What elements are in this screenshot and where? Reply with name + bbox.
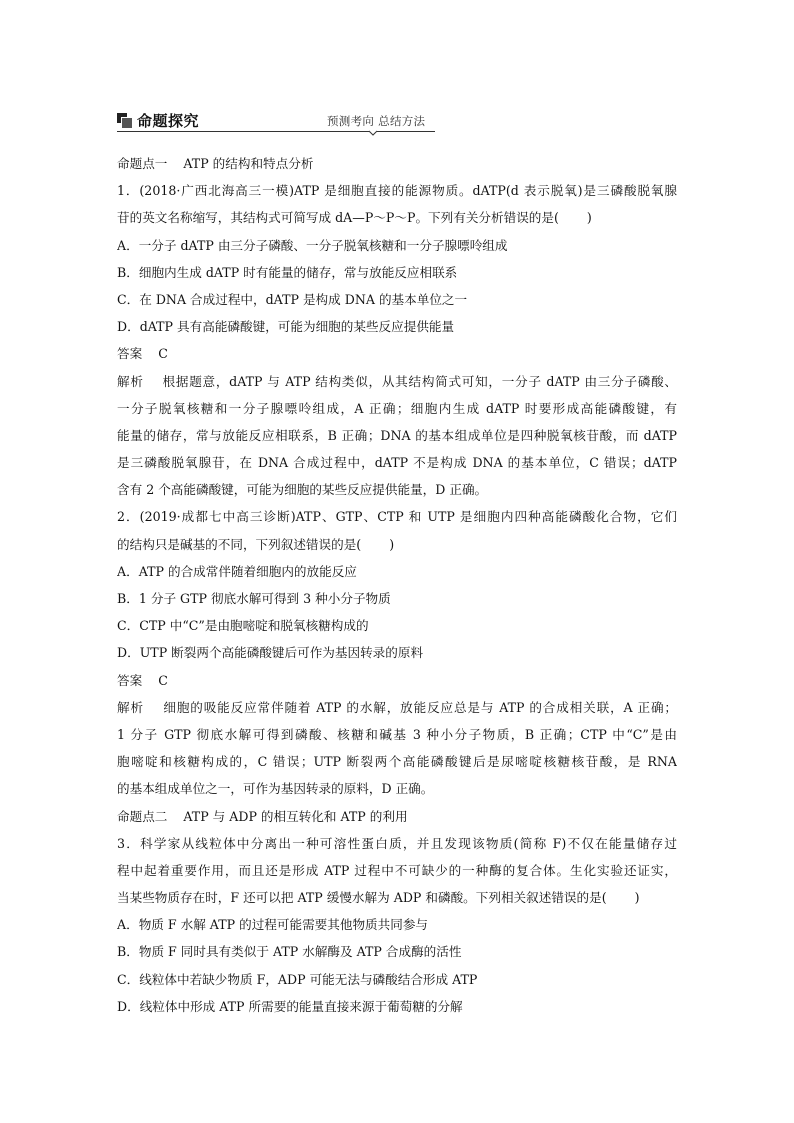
section-subtitle: 预测考向 总结方法	[327, 114, 426, 128]
header-rule-notch	[369, 128, 377, 136]
text-line: 的结构只是碱基的不同，下列叙述错误的是( )	[117, 536, 395, 552]
text-line: C．在 DNA 合成过程中，dATP 是构成 DNA 的基本单位之一	[117, 291, 468, 307]
text-line: 命题点二 ATP 与 ADP 的相互转化和 ATP 的利用	[117, 808, 408, 824]
text-line: 3．科学家从线粒体中分离出一种可溶性蛋白质，并且发现该物质(简称 F)不仅在能量储存过	[117, 835, 677, 851]
text-line: 的基本组成单位之一，可作为基因转录的原料，D 正确。	[117, 781, 434, 797]
text-line: 当某些物质存在时，F 还可以把 ATP 缓慢水解为 ADP 和磷酸。下列相关叙述错误的是( )	[117, 890, 640, 906]
text-line: 1 分子 GTP 彻底水解可得到磷酸、核糖和碱基 3 种小分子物质，B 正确；CTP 中“C”是由	[117, 726, 677, 742]
text-line: D．线粒体中形成 ATP 所需要的能量直接来源于葡萄糖的分解	[117, 998, 463, 1014]
text-line: A．物质 F 水解 ATP 的过程可能需要其他物质共同参与	[117, 917, 429, 933]
text-line: 1．(2018·广西北海高三一模)ATP 是细胞直接的能源物质。dATP(d 表示脱氧)是三磷酸脱氧腺	[117, 183, 677, 199]
section-square-icon	[117, 113, 131, 127]
section-title: 命题探究	[137, 112, 200, 130]
text-line: 命题点一 ATP 的结构和特点分析	[117, 156, 314, 171]
text-line: C．线粒体中若缺少物质 F，ADP 可能无法与磷酸结合形成 ATP	[117, 971, 478, 987]
text-line: 含有 2 个高能磷酸键，可能为细胞的某些反应提供能量，D 正确。	[117, 482, 488, 498]
text-line: A．一分子 dATP 由三分子磷酸、一分子脱氧核糖和一分子腺嘌呤组成	[117, 237, 508, 253]
text-line: 是三磷酸脱氧腺苷，在 DNA 合成过程中，dATP 不是构成 DNA 的基本单位，C 错误；dATP	[117, 455, 677, 471]
text-line: 程中起着重要作用，而且还是形成 ATP 过程中不可缺少的一种酶的复合体。生化实验还证实，	[117, 862, 677, 878]
text-line: B．物质 F 同时具有类似于 ATP 水解酶及 ATP 合成酶的活性	[117, 944, 462, 960]
text-line: B．细胞内生成 dATP 时有能量的储存，常与放能反应相联系	[117, 264, 458, 280]
text-line: 答案 C	[117, 672, 168, 688]
section-header	[117, 110, 437, 134]
header-rule	[117, 131, 435, 132]
text-line: D．dATP 具有高能磷酸键，可能为细胞的某些反应提供能量	[117, 319, 455, 335]
text-line: D．UTP 断裂两个高能磷酸键后可作为基因转录的原料	[117, 645, 424, 661]
text-line: 胞嘧啶和核糖构成的，C 错误；UTP 断裂两个高能磷酸键后是尿嘧啶核糖核苷酸，是 RNA	[117, 754, 677, 770]
text-line: 一分子脱氧核糖和一分子腺嘌呤组成，A 正确；细胞内生成 dATP 时要形成高能磷酸键，有	[117, 400, 677, 416]
text-line: A．ATP 的合成常伴随着细胞内的放能反应	[117, 563, 357, 579]
text-line: C．CTP 中“C”是由胞嘧啶和脱氧核糖构成的	[117, 618, 369, 634]
text-line: 苷的英文名称缩写，其结构式可简写成 dA—P～P～P。下列有关分析错误的是( )	[117, 210, 592, 226]
text-line: 能量的储存，常与放能反应相联系，B 正确；DNA 的基本组成单位是四种脱氧核苷酸，而 dATP	[117, 427, 677, 443]
text-line: 解析 细胞的吸能反应常伴随着 ATP 的水解，放能反应总是与 ATP 的合成相关联，A 正确；	[117, 699, 677, 715]
text-line: B．1 分子 GTP 彻底水解可得到 3 种小分子物质	[117, 591, 391, 606]
text-line: 2．(2019·成都七中高三诊断)ATP、GTP、CTP 和 UTP 是细胞内四种高能磷酸化合物，它们	[117, 509, 677, 525]
text-line: 答案 C	[117, 346, 168, 362]
document-body	[117, 150, 677, 1020]
text-line: 解析 根据题意，dATP 与 ATP 结构类似，从其结构简式可知，一分子 dATP 由三分子磷酸、	[117, 373, 677, 389]
